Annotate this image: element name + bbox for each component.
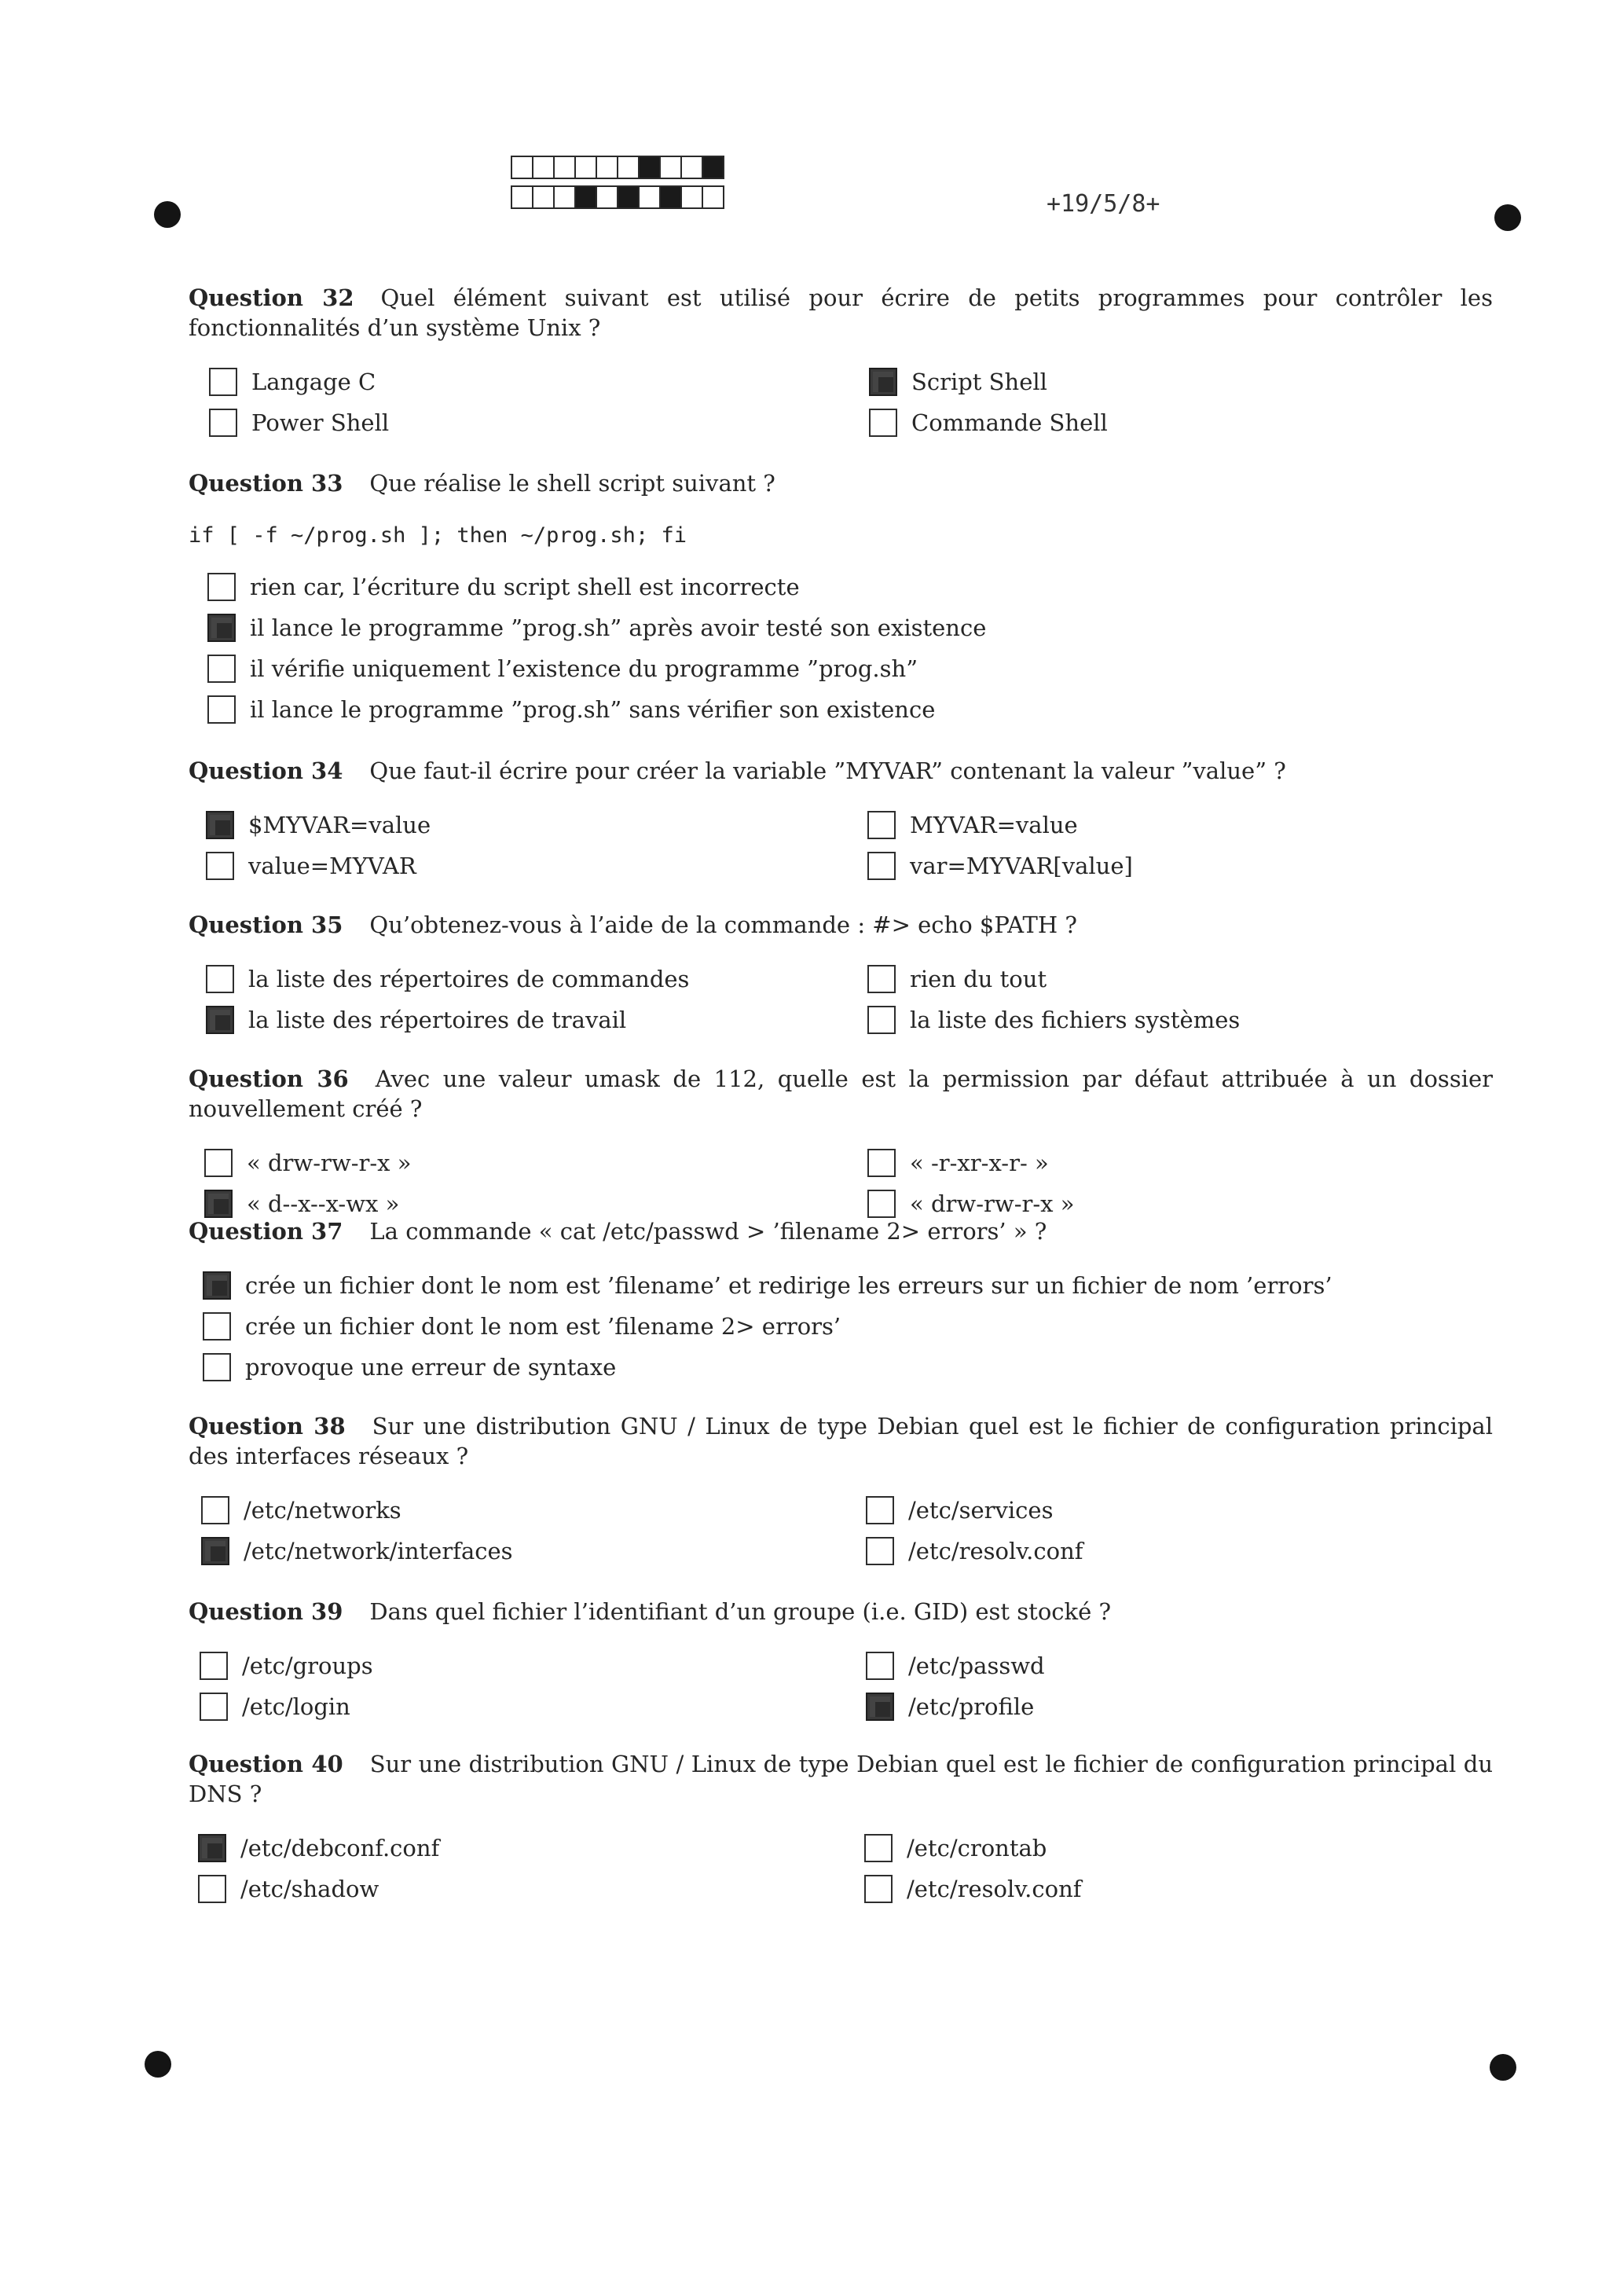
- answer-item[interactable]: [864, 1873, 1082, 1905]
- barcode-cell: [511, 156, 533, 179]
- question-40: [0, 1749, 1624, 1902]
- answer-item[interactable]: [206, 963, 689, 995]
- answer-item[interactable]: [866, 1495, 1053, 1526]
- answer-label: il vérifie uniquement l’existence du programme ”prog.sh”: [250, 655, 918, 682]
- answer-label: /etc/services: [908, 1497, 1054, 1524]
- answer-item[interactable]: [869, 366, 1047, 398]
- answer-item[interactable]: [206, 850, 416, 882]
- answer-label: /etc/debconf.conf: [240, 1835, 440, 1861]
- answer-item[interactable]: [209, 407, 389, 438]
- question-34: [0, 756, 1624, 879]
- barcode-cell: [553, 185, 576, 209]
- checkbox[interactable]: [867, 1149, 896, 1177]
- barcode-cell: [596, 185, 618, 209]
- answer-label: crée un fichier dont le nom est ’filename 2> errors’: [245, 1313, 841, 1340]
- barcode-cell: [659, 185, 682, 209]
- question-text: Avec une valeur umask de 112, quelle est la permission par défaut attribuée à un dossier nouvellement créé ?: [189, 1065, 1493, 1122]
- answer-item[interactable]: [203, 1311, 841, 1342]
- question-38: [0, 1411, 1624, 1564]
- question-label: Question 37: [189, 1218, 343, 1245]
- answer-item[interactable]: [201, 1535, 513, 1567]
- answer-item[interactable]: [867, 963, 1047, 995]
- barcode-cell: [702, 185, 724, 209]
- checkbox[interactable]: [207, 573, 236, 601]
- checkbox[interactable]: [869, 368, 897, 396]
- registration-mark-bottom-left: [145, 2051, 171, 2078]
- answer-item[interactable]: [867, 1188, 1074, 1220]
- answer-label: crée un fichier dont le nom est ’filename’ et redirige les erreurs sur un fichier de nom ’errors’: [245, 1272, 1333, 1299]
- checkbox[interactable]: [207, 695, 236, 724]
- question-label: Question 32: [189, 284, 354, 311]
- answer-label: il lance le programme ”prog.sh” sans vérifier son existence: [250, 696, 936, 723]
- answer-label: rien du tout: [910, 966, 1047, 992]
- checkbox[interactable]: [869, 409, 897, 437]
- answer-label: /etc/groups: [242, 1652, 373, 1679]
- checkbox[interactable]: [198, 1875, 226, 1903]
- answer-item[interactable]: [866, 1535, 1083, 1567]
- answer-label: provoque une erreur de syntaxe: [245, 1354, 617, 1381]
- answer-label: /etc/login: [242, 1693, 350, 1720]
- answer-label: la liste des répertoires de travail: [248, 1007, 627, 1033]
- answer-label: la liste des fichiers systèmes: [910, 1007, 1241, 1033]
- checkbox[interactable]: [866, 1496, 894, 1524]
- question-32: [0, 283, 1624, 436]
- barcode-cell: [596, 156, 618, 179]
- answer-label: /etc/network/interfaces: [244, 1538, 513, 1564]
- answer-item[interactable]: [866, 1691, 1034, 1722]
- barcode-cell: [553, 156, 576, 179]
- answer-item[interactable]: [207, 612, 986, 644]
- question-39: [0, 1597, 1624, 1720]
- answer-item[interactable]: [864, 1832, 1047, 1864]
- checkbox[interactable]: [866, 1652, 894, 1680]
- checkbox[interactable]: [867, 1190, 896, 1218]
- answer-item[interactable]: [867, 1004, 1240, 1036]
- question-text: Que faut-il écrire pour créer la variable ”MYVAR” contenant la valeur ”value” ?: [369, 757, 1286, 784]
- question-33: [0, 468, 1624, 723]
- answer-label: Power Shell: [251, 409, 390, 436]
- barcode-cell: [638, 185, 661, 209]
- answer-label: value=MYVAR: [248, 853, 416, 879]
- code-snippet: if [ -f ~/prog.sh ]; then ~/prog.sh; fi: [189, 523, 687, 548]
- checkbox[interactable]: [200, 1693, 228, 1721]
- checkbox[interactable]: [204, 1190, 233, 1218]
- answer-item[interactable]: [867, 809, 1078, 841]
- answer-label: « d--x--x-wx »: [247, 1190, 400, 1217]
- answer-item[interactable]: [207, 571, 800, 603]
- checkbox[interactable]: [209, 368, 237, 396]
- answer-label: MYVAR=value: [910, 812, 1078, 838]
- checkbox[interactable]: [201, 1496, 229, 1524]
- answer-item[interactable]: [200, 1650, 373, 1682]
- checkbox[interactable]: [200, 1652, 228, 1680]
- registration-mark-top-left: [154, 201, 181, 228]
- barcode-cell: [574, 185, 597, 209]
- answer-item[interactable]: [866, 1650, 1045, 1682]
- answer-item[interactable]: [206, 809, 431, 841]
- checkbox[interactable]: [201, 1537, 229, 1565]
- question-label: Question 40: [189, 1751, 343, 1777]
- answer-label: rien car, l’écriture du script shell est incorrecte: [250, 574, 800, 600]
- barcode-row-2: [511, 185, 723, 209]
- checkbox[interactable]: [206, 1006, 234, 1034]
- answer-item[interactable]: [204, 1147, 411, 1179]
- answer-item[interactable]: [867, 1147, 1049, 1179]
- question-37: [0, 1216, 1624, 1381]
- answer-item[interactable]: [204, 1188, 399, 1220]
- barcode-cell: [617, 185, 640, 209]
- question-label: Question 35: [189, 911, 343, 938]
- checkbox[interactable]: [867, 1006, 896, 1034]
- checkbox[interactable]: [209, 409, 237, 437]
- answer-label: il lance le programme ”prog.sh” après avoir testé son existence: [250, 614, 987, 641]
- checkbox[interactable]: [198, 1834, 226, 1862]
- answer-label: « -r-xr-x-r- »: [910, 1150, 1049, 1176]
- question-text: Quel élément suivant est utilisé pour écrire de petits programmes pour contrôler les fonctionnalités d’un système Unix ?: [189, 284, 1493, 341]
- barcode-row-1: [511, 156, 723, 179]
- barcode-cell: [680, 156, 703, 179]
- checkbox[interactable]: [206, 965, 234, 993]
- answer-label: « drw-rw-r-x »: [247, 1150, 412, 1176]
- checkbox[interactable]: [207, 655, 236, 683]
- answer-label: $MYVAR=value: [248, 812, 431, 838]
- page-code: +19/5/8+: [1047, 190, 1160, 218]
- answer-item[interactable]: [206, 1004, 626, 1036]
- registration-mark-top-right: [1494, 204, 1521, 231]
- answer-item[interactable]: [198, 1873, 379, 1905]
- barcode-cell: [659, 156, 682, 179]
- answer-item[interactable]: [200, 1691, 350, 1722]
- checkbox[interactable]: [206, 811, 234, 839]
- question-label: Question 33: [189, 470, 343, 497]
- answer-item[interactable]: [203, 1352, 616, 1383]
- answer-label: /etc/passwd: [908, 1652, 1045, 1679]
- question-label: Question 34: [189, 757, 343, 784]
- question-35: [0, 910, 1624, 1033]
- question-text: Qu’obtenez-vous à l’aide de la commande : #> echo $PATH ?: [369, 911, 1077, 938]
- answer-label: Langage C: [251, 369, 376, 395]
- checkbox[interactable]: [204, 1149, 233, 1177]
- checkbox[interactable]: [203, 1271, 231, 1300]
- answer-item[interactable]: [198, 1832, 439, 1864]
- barcode-cell: [702, 156, 724, 179]
- checkbox[interactable]: [864, 1834, 893, 1862]
- question-text: Dans quel fichier l’identifiant d’un groupe (i.e. GID) est stocké ?: [369, 1598, 1112, 1625]
- checkbox[interactable]: [867, 852, 896, 880]
- checkbox[interactable]: [867, 811, 896, 839]
- registration-mark-bottom-right: [1490, 2054, 1516, 2081]
- barcode-cell: [638, 156, 661, 179]
- answer-label: Commande Shell: [911, 409, 1108, 436]
- answer-item[interactable]: [201, 1495, 401, 1526]
- checkbox[interactable]: [203, 1312, 231, 1341]
- barcode-cell: [511, 185, 533, 209]
- question-label: Question 39: [189, 1598, 343, 1625]
- answer-item[interactable]: [869, 407, 1108, 438]
- question-text: Sur une distribution GNU / Linux de type Debian quel est le fichier de configuration principal des interfaces réseaux ?: [189, 1413, 1493, 1469]
- question-label: Question 38: [189, 1413, 346, 1440]
- barcode-cell: [532, 156, 555, 179]
- checkbox[interactable]: [206, 852, 234, 880]
- answer-item[interactable]: [207, 653, 918, 684]
- question-36: [0, 1064, 1624, 1217]
- checkbox[interactable]: [866, 1537, 894, 1565]
- answer-label: la liste des répertoires de commandes: [248, 966, 690, 992]
- answer-item[interactable]: [209, 366, 376, 398]
- answer-label: Script Shell: [911, 369, 1047, 395]
- answer-label: « drw-rw-r-x »: [910, 1190, 1075, 1217]
- checkbox[interactable]: [207, 614, 236, 642]
- checkbox[interactable]: [866, 1693, 894, 1721]
- answer-label: var=MYVAR[value]: [910, 853, 1133, 879]
- answer-item[interactable]: [867, 850, 1133, 882]
- answer-label: /etc/resolv.conf: [907, 1876, 1082, 1902]
- answer-item[interactable]: [203, 1270, 1333, 1301]
- question-text: La commande « cat /etc/passwd > ’filename 2> errors’ » ?: [369, 1218, 1047, 1245]
- question-label: Question 36: [189, 1065, 349, 1092]
- barcode-cell: [574, 156, 597, 179]
- checkbox[interactable]: [864, 1875, 893, 1903]
- barcode-cell: [680, 185, 703, 209]
- answer-label: /etc/profile: [908, 1693, 1035, 1720]
- answer-label: /etc/networks: [244, 1497, 401, 1524]
- checkbox[interactable]: [203, 1353, 231, 1381]
- barcode-cell: [617, 156, 640, 179]
- question-text: Que réalise le shell script suivant ?: [369, 470, 775, 497]
- checkbox[interactable]: [867, 965, 896, 993]
- question-text: Sur une distribution GNU / Linux de type Debian quel est le fichier de configuration principal du DNS ?: [189, 1751, 1493, 1807]
- answer-label: /etc/crontab: [907, 1835, 1047, 1861]
- answer-item[interactable]: [207, 694, 935, 725]
- answer-label: /etc/resolv.conf: [908, 1538, 1083, 1564]
- barcode-cell: [532, 185, 555, 209]
- answer-label: /etc/shadow: [240, 1876, 379, 1902]
